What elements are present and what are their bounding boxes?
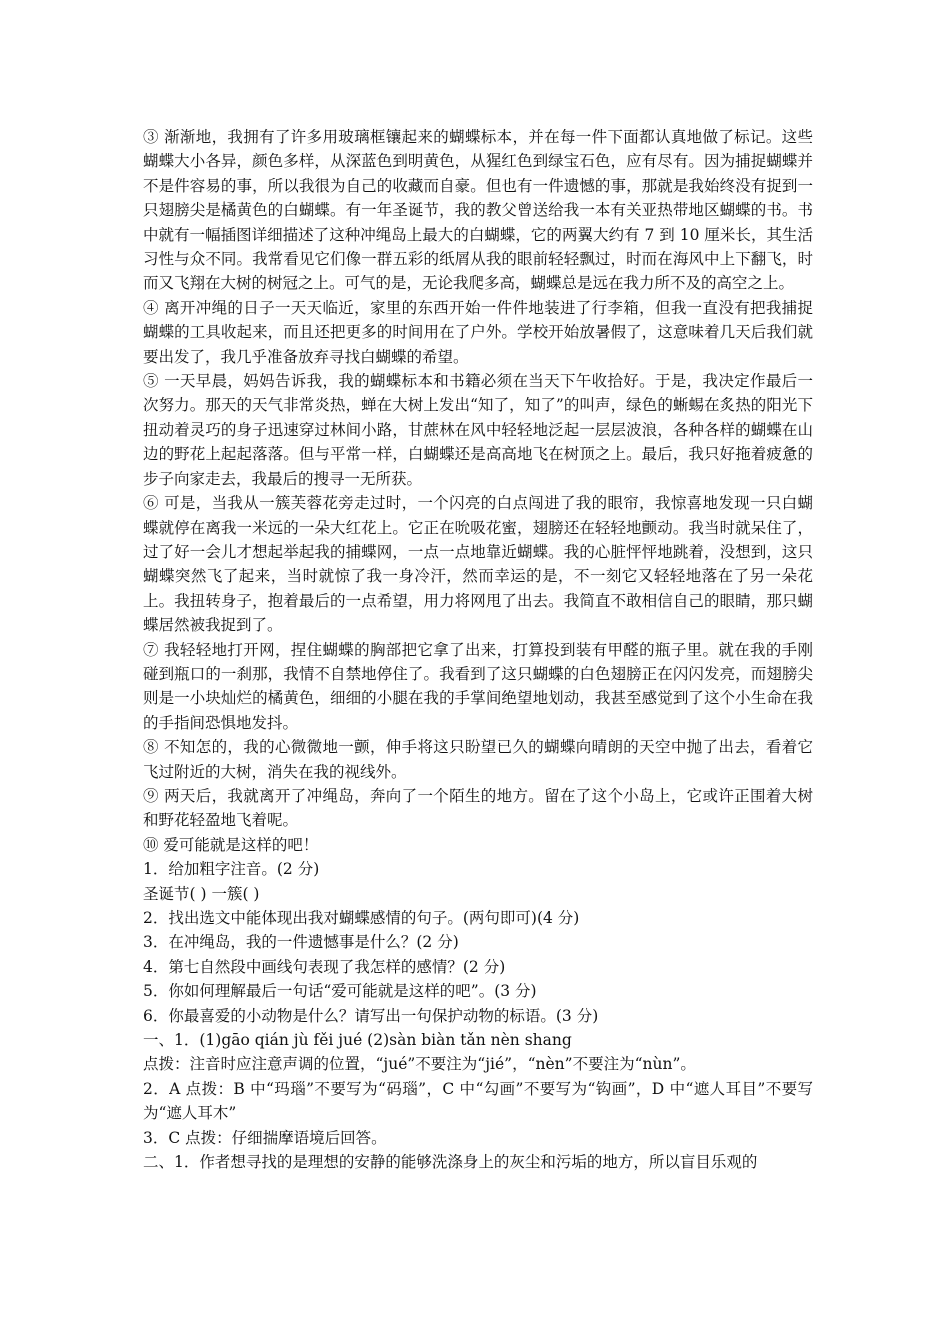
answer-1: 一、1．(1)gāo qián jù fěi jué (2)sàn biàn tǎn nèn shang — [143, 1031, 572, 1050]
paragraph-3: ③ 渐渐地，我拥有了许多用玻璃框镶起来的蝴蝶标本，并在每一件下面都认真地做了标记。这些蝴蝶大小各异，颜色多样，从深蓝色到明黄色，从猩红色到绿宝石色，应有尽有。因为捕捉蝴蝶并不是件容易的事，所以我很为自己的收藏而自豪。但也有一件遗憾的事，那就是我始终没有捉到一只翅膀尖是橘黄色的白蝴蝶。有一年圣诞节，我的教父曾送给我一本有关亚热带地区蝴蝶的书。书中就有一幅插图详细描述了这种冲绳岛上最大的白蝴蝶，它的两翼大约有 7 到 10 厘米长，其生活习性与众不同。我常看见它们像一群五彩的纸屑从我的眼前轻轻飘过，时而在海风中上下翻飞，时而又飞翔在大树的树冠之上。可气的是，无论我爬多高，蝴蝶总是远在我力所不及的高空之上。 — [143, 128, 813, 293]
question-1: 1．给加粗字注音。(2 分) — [143, 860, 320, 879]
question-2: 2．找出选文中能体现出我对蝴蝶感情的句子。(两句即可)(4 分) — [143, 909, 580, 927]
question-4: 4．第七自然段中画线句表现了我怎样的感情？(2 分) — [143, 957, 506, 976]
paragraph-9: ⑨ 两天后，我就离开了冲绳岛，奔向了一个陌生的地方。留在了这个小岛上，它或许正围着大树和野花轻盈地飞着呢。 — [143, 786, 813, 830]
question-1-blanks: 圣诞节( ) 一簇( ) — [143, 884, 260, 903]
answer-1-note: 点拨：注音时应注意声调的位置，“jué”不要注为“jié”，“nèn”不要注为“nùn”。 — [143, 1055, 696, 1074]
answer-2: 2．A 点拨：B 中“玛瑙”不要写为“码瑙”，C 中“勾画”不要写为“钩画”，D 中“遮人耳目”不要写为“遮人耳木” — [143, 1079, 813, 1123]
answer-section-2: 二、1．作者想寻找的是理想的安静的能够洗涤身上的灰尘和污垢的地方，所以盲目乐观的 — [143, 1153, 758, 1172]
question-6: 6．你最喜爱的小动物是什么？请写出一句保护动物的标语。(3 分) — [143, 1006, 599, 1025]
paragraph-10: ⑩ 爱可能就是这样的吧！ — [143, 835, 319, 854]
paragraph-4: ④ 离开冲绳的日子一天天临近，家里的东西开始一件件地装进了行李箱，但我一直没有把我捕捉蝴蝶的工具收起来，而且还把更多的时间用在了户外。学校开始放暑假了，这意味着几天后我们就要出发了，我几乎准备放弃寻找白蝴蝶的希望。 — [143, 298, 813, 366]
question-5: 5．你如何理解最后一句话“爱可能就是这样的吧”。(3 分) — [143, 982, 537, 1001]
paragraph-8: ⑧ 不知怎的，我的心微微地一颤，伸手将这只盼望已久的蝴蝶向晴朗的天空中抛了出去，看着它飞过附近的大树，消失在我的视线外。 — [143, 738, 813, 781]
document-page — [143, 125, 813, 1174]
paragraph-7: ⑦ 我轻轻地打开网，捏住蝴蝶的胸部把它拿了出来，打算投到装有甲醛的瓶子里。就在我的手刚碰到瓶口的一刹那，我情不自禁地停住了。我看到了这只蝴蝶的白色翅膀正在闪闪发亮，而翅膀尖则是一小块灿烂的橘黄色，细细的小腿在我的手掌间绝望地划动，我甚至感觉到了这个小生命在我的手指间恐惧地发抖。 — [143, 640, 813, 732]
question-3: 3．在冲绳岛，我的一件遗憾事是什么？(2 分) — [143, 933, 459, 952]
paragraph-6: ⑥ 可是，当我从一簇芙蓉花旁走过时，一个闪亮的白点闯进了我的眼帘，我惊喜地发现一只白蝴蝶就停在离我一米远的一朵大红花上。它正在吮吸花蜜，翅膀还在轻轻地颤动。我当时就呆住了，过了好一会儿才想起举起我的捕蝶网，一点一点地靠近蝴蝶。我的心脏怦怦地跳着，没想到，这只蝴蝶突然飞了起来，当时就惊了我一身冷汗，然而幸运的是，不一刻它又轻轻地落在了另一朵花上。我扭转身子，抱着最后的一点希望，用力将网甩了出去。我简直不敢相信自己的眼睛，那只蝴蝶居然被我捉到了。 — [143, 494, 813, 635]
paragraph-5: ⑤ 一天早晨，妈妈告诉我，我的蝴蝶标本和书籍必须在当天下午收拾好。于是，我决定作最后一次努力。那天的天气非常炎热，蝉在大树上发出“知了，知了”的叫声，绿色的蜥蜴在炙热的阳光下扭动着灵巧的身子迅速穿过林间小路，甘蔗林在风中轻轻地泛起一层层波浪，各种各样的蝴蝶在山边的野花上起起落落。但与平常一样，白蝴蝶还是高高地飞在树顶之上。最后，我只好拖着疲惫的步子向家走去，我最后的搜寻一无所获。 — [143, 372, 813, 488]
answer-3: 3．C 点拨：仔细揣摩语境后回答。 — [143, 1128, 387, 1147]
